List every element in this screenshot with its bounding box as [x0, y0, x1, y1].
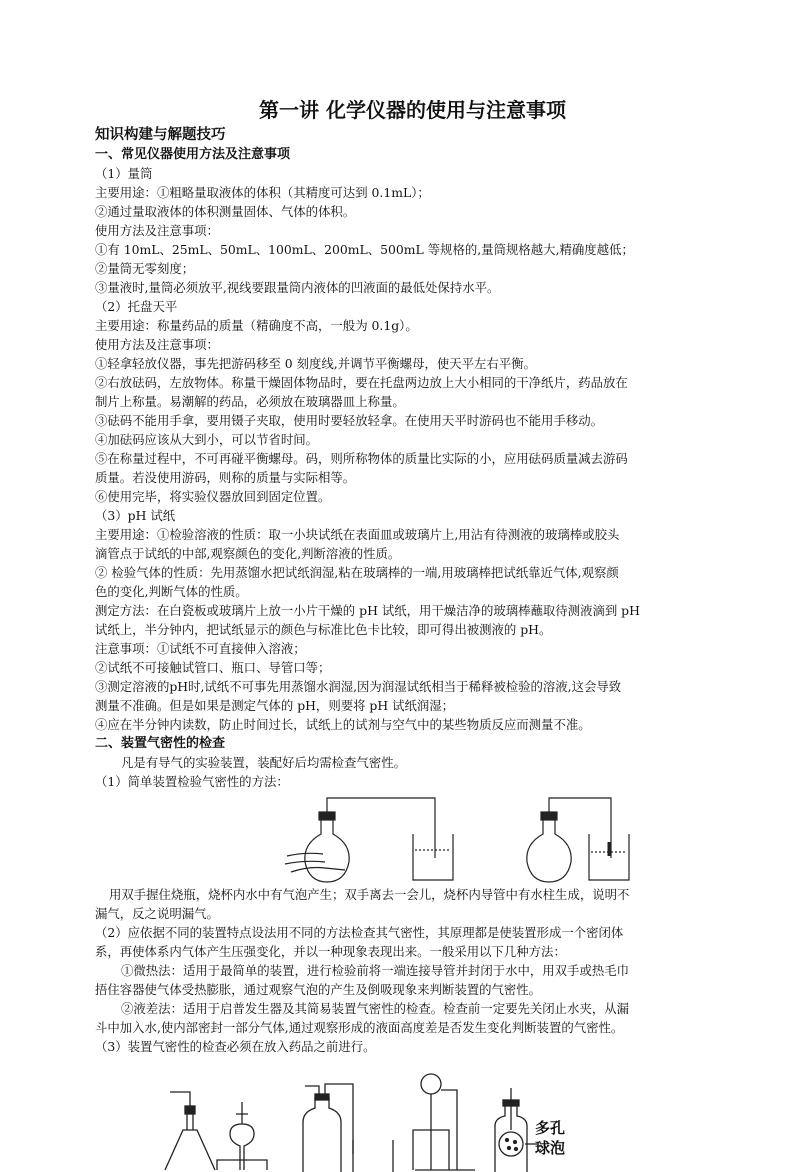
section-main-heading: 知识构建与解题技巧 [95, 127, 226, 143]
paragraph-line: 测量不准确。但是如果是测定气体的 pH，则要将 pH 试纸润湿； [95, 698, 455, 713]
label-line-2: 球泡 [535, 1139, 566, 1157]
paragraph-line: ④应在半分钟内读数，防止时间过长，试纸上的试剂与空气中的某些物质反应而测量不准。 [95, 717, 591, 732]
paragraph-line: （3）装置气密性的检查必须在放入药品之前进行。 [95, 1039, 376, 1054]
section-1-heading: 一、常见仪器使用方法及注意事项 [95, 147, 291, 162]
beaker-right [589, 834, 629, 880]
paragraph-line: ③量液时,量筒必须放平,视线要跟量筒内液体的凹液面的最低处保持水平。 [95, 280, 500, 295]
round-flask-left [305, 818, 349, 882]
sep-funnel [230, 1124, 254, 1170]
round-flask-right [527, 818, 571, 882]
section-2-intro: 凡是有导气的实验装置，装配好后均需检查气密性。 [121, 755, 406, 770]
paragraph-line: 制片上称量。易潮解的药品，必须放在玻璃器皿上称量。 [95, 394, 405, 409]
delivery-tube-right [549, 798, 611, 858]
porous-bulb-icon [499, 1132, 523, 1156]
airtightness-figure-1 [95, 794, 710, 884]
bulb-top [421, 1074, 441, 1094]
paragraph-line: ② 检验气体的性质：先用蒸馏水把试纸润湿,粘在玻璃棒的一端,用玻璃棒把试纸靠近气体,观察颜 [95, 565, 619, 580]
paragraph-line: 用双手握住烧瓶，烧杯内水中有气泡产生；双手离去一会儿，烧杯内导管中有水柱生成，说明不 [109, 887, 630, 902]
paragraph-line: ⑤在称量过程中，不可再碰平衡螺母。码，则所称物体的质量比实际的小，应用砝码质量减去游码 [95, 451, 628, 466]
paragraph-line: 捂住容器使气体受热膨胀，通过观察气泡的产生及倒吸现象来判断装置的气密性。 [95, 982, 542, 997]
paragraph-line: ②通过量取液体的体积测量固体、气体的体积。 [95, 204, 356, 219]
paragraph-line: 试纸上，半分钟内，把试纸显示的颜色与标准比色卡比较，即可得出被测液的 pH。 [95, 622, 552, 637]
section-1-body [95, 164, 710, 734]
airtightness-figure-2 [95, 1060, 710, 1172]
label-line-1: 多孔 [535, 1119, 566, 1137]
paragraph-line: 主要用途：①粗略量取液体的体积（其精度可达到 0.1mL）； [95, 185, 430, 200]
paragraph-line: （2）应依据不同的装置特点设法用不同的方法检查其气密性，其原理都是使装置形成一个密闭体 [95, 925, 624, 940]
paragraph-line: 使用方法及注意事项： [95, 337, 219, 352]
paragraph-line: 斗中加入水,使内部密封一部分气体,通过观察形成的液面高度差是否发生变化判断装置的气密性。 [95, 1020, 624, 1035]
flask-beaker-diagram [95, 794, 710, 884]
paragraph-line: ②右放砝码，左放物体。称量干燥固体物品时，要在托盘两边放上大小相同的干净纸片，药品放在 [95, 375, 628, 390]
paragraph-line: 测定方法：在白瓷板或玻璃片上放一小片干燥的 pH 试纸，用干燥洁净的玻璃棒蘸取待测液滴到 pH [95, 603, 640, 618]
delivery-tube-left [327, 798, 435, 858]
stopper-right [541, 812, 557, 820]
paragraph-line: ⑥使用完毕，将实验仪器放回到固定位置。 [95, 489, 331, 504]
porous-bulb-label [535, 1118, 565, 1158]
paragraph-line: 主要用途：称量药品的质量（精确度不高，一般为 0.1g）。 [95, 318, 418, 333]
paragraph-line: ②试纸不可接触试管口、瓶口、导管口等； [95, 660, 331, 675]
paragraph-line: ④加砝码应该从大到小，可以节省时间。 [95, 432, 319, 447]
funnel-stand [165, 1130, 215, 1170]
paragraph-line: ②液差法：适用于启普发生器及其简易装置气密性的检查。检查前一定要先关闭止水夹，从漏 [121, 1001, 630, 1016]
paragraph-line: ①微热法：适用于最简单的装置，进行检验前将一端连接导管并封闭于水中，用双手或热毛巾 [121, 963, 630, 978]
paragraph-line: （1）量筒 [95, 166, 153, 181]
paragraph-line: 注意事项：①试纸不可直接伸入溶液； [95, 641, 306, 656]
apparatus-row-diagram [95, 1060, 710, 1172]
subheading-simple-check: （1）简单装置检验气密性的方法： [95, 774, 289, 789]
paragraph-line: 色的变化,判断气体的性质。 [95, 584, 248, 599]
beaker-3 [353, 1140, 393, 1172]
paragraph-line: 使用方法及注意事项： [95, 223, 219, 238]
gas-bottle [303, 1098, 341, 1172]
page-title: 第一讲 化学仪器的使用与注意事项 [259, 98, 566, 122]
section-2-heading: 二、装置气密性的检查 [95, 736, 226, 751]
paragraph-line: 滴管点于试纸的中部,观察颜色的变化,判断溶液的性质。 [95, 546, 401, 561]
paragraph-line: ①有 10mL、25mL、50mL、100mL、200mL、500mL 等规格的,量筒规格越大,精确度越低； [95, 242, 634, 257]
paragraph-line: ③测定溶液的pH时,试纸不可事先用蒸馏水润湿,因为润湿试纸相当于稀释被检验的溶液,这会导致 [95, 679, 622, 694]
paragraph-line: （2）托盘天平 [95, 299, 178, 314]
stopper-left [319, 812, 335, 820]
paragraph-line: 主要用途：①检验溶液的性质：取一小块试纸在表面皿或玻璃片上,用沾有待测液的玻璃棒或胶头 [95, 527, 620, 542]
paragraph-line: ①轻拿轻放仪器，事先把游码移至 0 刻度线,并调节平衡螺母，使天平左右平衡。 [95, 356, 536, 371]
beaker-left [413, 834, 453, 880]
kipp-body [413, 1094, 449, 1170]
paragraph-line: ③砝码不能用手拿，要用镊子夹取，使用时要轻放轻拿。在使用天平时游码也不能用手移动。 [95, 413, 604, 428]
document-page [95, 95, 710, 1172]
paragraph-line: （3）pH 试纸 [95, 508, 176, 523]
paragraph-line: ②量筒无零刻度； [95, 261, 195, 276]
paragraph-line: 质量。若没使用游码，则称的质量与实际相等。 [95, 470, 356, 485]
paragraph-line: 系，再使体系内气体产生压强变化，并以一种现象表现出来。一般采用以下几种方法： [95, 944, 566, 959]
paragraph-line: 漏气，反之说明漏气。 [95, 906, 219, 921]
hand-outline [291, 868, 345, 873]
